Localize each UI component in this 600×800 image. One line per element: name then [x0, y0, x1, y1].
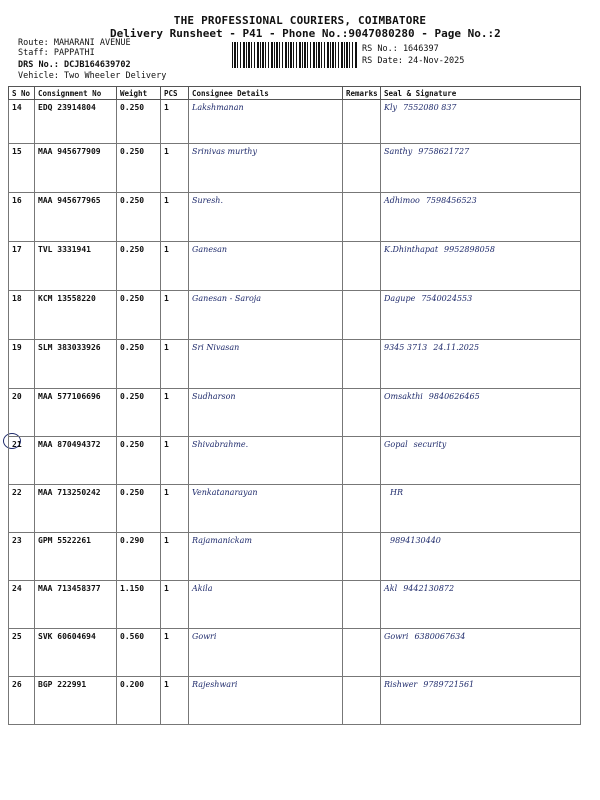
row-weight: 0.250	[117, 193, 161, 242]
row-remarks	[343, 340, 381, 389]
row-remarks	[343, 389, 381, 437]
table-row	[9, 340, 581, 389]
row-consignment-no: SVK 60604694	[35, 629, 117, 677]
row-signature	[381, 144, 581, 193]
row-pcs: 1	[161, 629, 189, 677]
table-header-row	[9, 87, 581, 100]
row-remarks	[343, 291, 381, 340]
row-sno: 14	[9, 100, 35, 144]
row-sno: 22	[9, 485, 35, 533]
row-signature	[381, 389, 581, 437]
signature-phone-number: 7598456523	[425, 196, 477, 205]
col-weight: Weight	[117, 87, 161, 100]
row-consignment-no: EDQ 23914804	[35, 100, 117, 144]
signature-scrawl: Kly	[384, 103, 398, 112]
row-sno: 25	[9, 629, 35, 677]
row-sno: 15	[9, 144, 35, 193]
row-signature	[381, 437, 581, 485]
row-remarks	[343, 100, 381, 144]
table-row	[9, 581, 581, 629]
row-sno: 24	[9, 581, 35, 629]
row-sno: 21	[9, 437, 35, 485]
row-remarks	[343, 485, 381, 533]
signature-phone-number: 9758621727	[418, 147, 470, 156]
table-row	[9, 193, 581, 242]
row-consignment-no: MAA 945677965	[35, 193, 117, 242]
row-signature	[381, 100, 581, 144]
row-consignee-handwritten: Shivabrahme.	[189, 437, 343, 485]
runsheet-subtitle: Delivery Runsheet - P41 - Phone No.:9047080280 - Page No.:2	[110, 27, 501, 40]
row-sno: 19	[9, 340, 35, 389]
row-weight: 0.250	[117, 389, 161, 437]
col-seal-signature: Seal & Signature	[381, 87, 581, 100]
signature-scrawl: Omsakthi	[384, 392, 423, 401]
row-weight: 0.290	[117, 533, 161, 581]
signature-phone-number: 9894130440	[390, 536, 441, 545]
table-body	[9, 100, 581, 725]
row-sno: 20	[9, 389, 35, 437]
row-consignment-no: MAA 945677909	[35, 144, 117, 193]
row-weight: 0.200	[117, 677, 161, 725]
row-consignee-handwritten: Venkatanarayan	[189, 485, 343, 533]
row-consignee-handwritten: Rajeshwari	[189, 677, 343, 725]
runsheet-table	[8, 86, 581, 725]
signature-phone-number: security	[413, 440, 447, 449]
row-weight: 0.250	[117, 242, 161, 291]
table-row	[9, 389, 581, 437]
row-pcs: 1	[161, 581, 189, 629]
row-consignment-no: GPM 5522261	[35, 533, 117, 581]
signature-scrawl: Adhimoo	[384, 196, 420, 205]
row-consignee-handwritten: Ganesan - Saroja	[189, 291, 343, 340]
row-remarks	[343, 629, 381, 677]
row-weight: 0.250	[117, 291, 161, 340]
row-weight: 0.250	[117, 100, 161, 144]
row-consignee-handwritten: Lakshmanan	[189, 100, 343, 144]
row-remarks	[343, 533, 381, 581]
row-pcs: 1	[161, 533, 189, 581]
row-pcs: 1	[161, 242, 189, 291]
row-consignee-handwritten: Ganesan	[189, 242, 343, 291]
row-pcs: 1	[161, 485, 189, 533]
row-consignment-no: MAA 577106696	[35, 389, 117, 437]
signature-scrawl: 9345 3713	[384, 343, 428, 352]
staff-label: Staff: PAPPATHI	[18, 48, 95, 58]
row-consignment-no: KCM 13558220	[35, 291, 117, 340]
rs-date: RS Date: 24-Nov-2025	[362, 56, 465, 66]
row-sno: 18	[9, 291, 35, 340]
signature-phone-number: 7552080 837	[403, 103, 457, 112]
row-weight: 0.250	[117, 485, 161, 533]
row-consignment-no: TVL 3331941	[35, 242, 117, 291]
row-consignment-no: BGP 222991	[35, 677, 117, 725]
row-consignment-no: MAA 713458377	[35, 581, 117, 629]
table-row	[9, 437, 581, 485]
signature-phone-number: 9952898058	[444, 245, 495, 254]
row-signature	[381, 291, 581, 340]
row-pcs: 1	[161, 193, 189, 242]
signature-phone-number: 7540024553	[421, 294, 473, 303]
row-signature	[381, 629, 581, 677]
signature-scrawl: Gowri	[384, 632, 409, 641]
signature-phone-number: 24.11.2025	[433, 343, 480, 352]
signature-scrawl: Gopal	[384, 440, 408, 449]
signature-phone-number: 6380067634	[414, 632, 466, 641]
signature-scrawl: Rishwer	[384, 680, 418, 689]
row-consignment-no: MAA 870494372	[35, 437, 117, 485]
row-remarks	[343, 193, 381, 242]
row-consignee-handwritten: Sudharson	[189, 389, 343, 437]
row-consignee-handwritten: Sri Nivasan	[189, 340, 343, 389]
row-weight: 0.250	[117, 437, 161, 485]
row-pcs: 1	[161, 677, 189, 725]
row-weight: 1.150	[117, 581, 161, 629]
row-sno: 23	[9, 533, 35, 581]
signature-phone-number: HR	[390, 488, 403, 497]
row-consignment-no: SLM 383033926	[35, 340, 117, 389]
barcode-image	[232, 42, 358, 68]
table-row	[9, 100, 581, 144]
drs-number: DRS No.: DCJB164639702	[18, 60, 131, 70]
signature-scrawl: Dagupe	[384, 294, 416, 303]
row-consignee-handwritten: Srinivas murthy	[189, 144, 343, 193]
table-row	[9, 533, 581, 581]
table-row	[9, 485, 581, 533]
signature-scrawl: Santhy	[384, 147, 413, 156]
row-pcs: 1	[161, 291, 189, 340]
row-sno: 17	[9, 242, 35, 291]
table-row	[9, 144, 581, 193]
row-pcs: 1	[161, 100, 189, 144]
row-pcs: 1	[161, 437, 189, 485]
row-sno: 16	[9, 193, 35, 242]
col-consignment: Consignment No	[35, 87, 117, 100]
signature-phone-number: 9840626465	[428, 392, 480, 401]
route-label: Route: MAHARANI AVENUE	[18, 38, 131, 48]
row-weight: 0.250	[117, 144, 161, 193]
row-consignment-no: MAA 713250242	[35, 485, 117, 533]
row-signature	[381, 193, 581, 242]
row-consignee-handwritten: Akila	[189, 581, 343, 629]
row-pcs: 1	[161, 389, 189, 437]
col-sno: S No	[9, 87, 35, 100]
row-consignee-handwritten: Rajamanickam	[189, 533, 343, 581]
row-pcs: 1	[161, 340, 189, 389]
signature-scrawl: K.Dhinthapat	[384, 245, 439, 254]
row-weight: 0.560	[117, 629, 161, 677]
vehicle-label: Vehicle: Two Wheeler Delivery	[18, 71, 167, 81]
row-remarks	[343, 144, 381, 193]
company-title: THE PROFESSIONAL COURIERS, COIMBATORE	[173, 14, 427, 27]
row-pcs: 1	[161, 144, 189, 193]
table-row	[9, 629, 581, 677]
row-remarks	[343, 437, 381, 485]
rs-number: RS No.: 1646397	[362, 44, 439, 54]
row-signature	[381, 340, 581, 389]
row-signature	[381, 242, 581, 291]
row-signature	[381, 485, 581, 533]
row-consignee-handwritten: Suresh.	[189, 193, 343, 242]
signature-scrawl: Akl	[384, 584, 398, 593]
row-remarks	[343, 242, 381, 291]
table-row	[9, 677, 581, 725]
col-pcs: PCS	[161, 87, 189, 100]
col-remarks: Remarks	[343, 87, 381, 100]
signature-phone-number: 9789721561	[423, 680, 475, 689]
row-sno: 26	[9, 677, 35, 725]
table-row	[9, 291, 581, 340]
col-consignee: Consignee Details	[189, 87, 343, 100]
signature-phone-number: 9442130872	[403, 584, 455, 593]
row-signature	[381, 581, 581, 629]
row-consignee-handwritten: Gowri	[189, 629, 343, 677]
row-signature	[381, 677, 581, 725]
row-weight: 0.250	[117, 340, 161, 389]
row-signature	[381, 533, 581, 581]
row-remarks	[343, 677, 381, 725]
row-remarks	[343, 581, 381, 629]
table-row	[9, 242, 581, 291]
